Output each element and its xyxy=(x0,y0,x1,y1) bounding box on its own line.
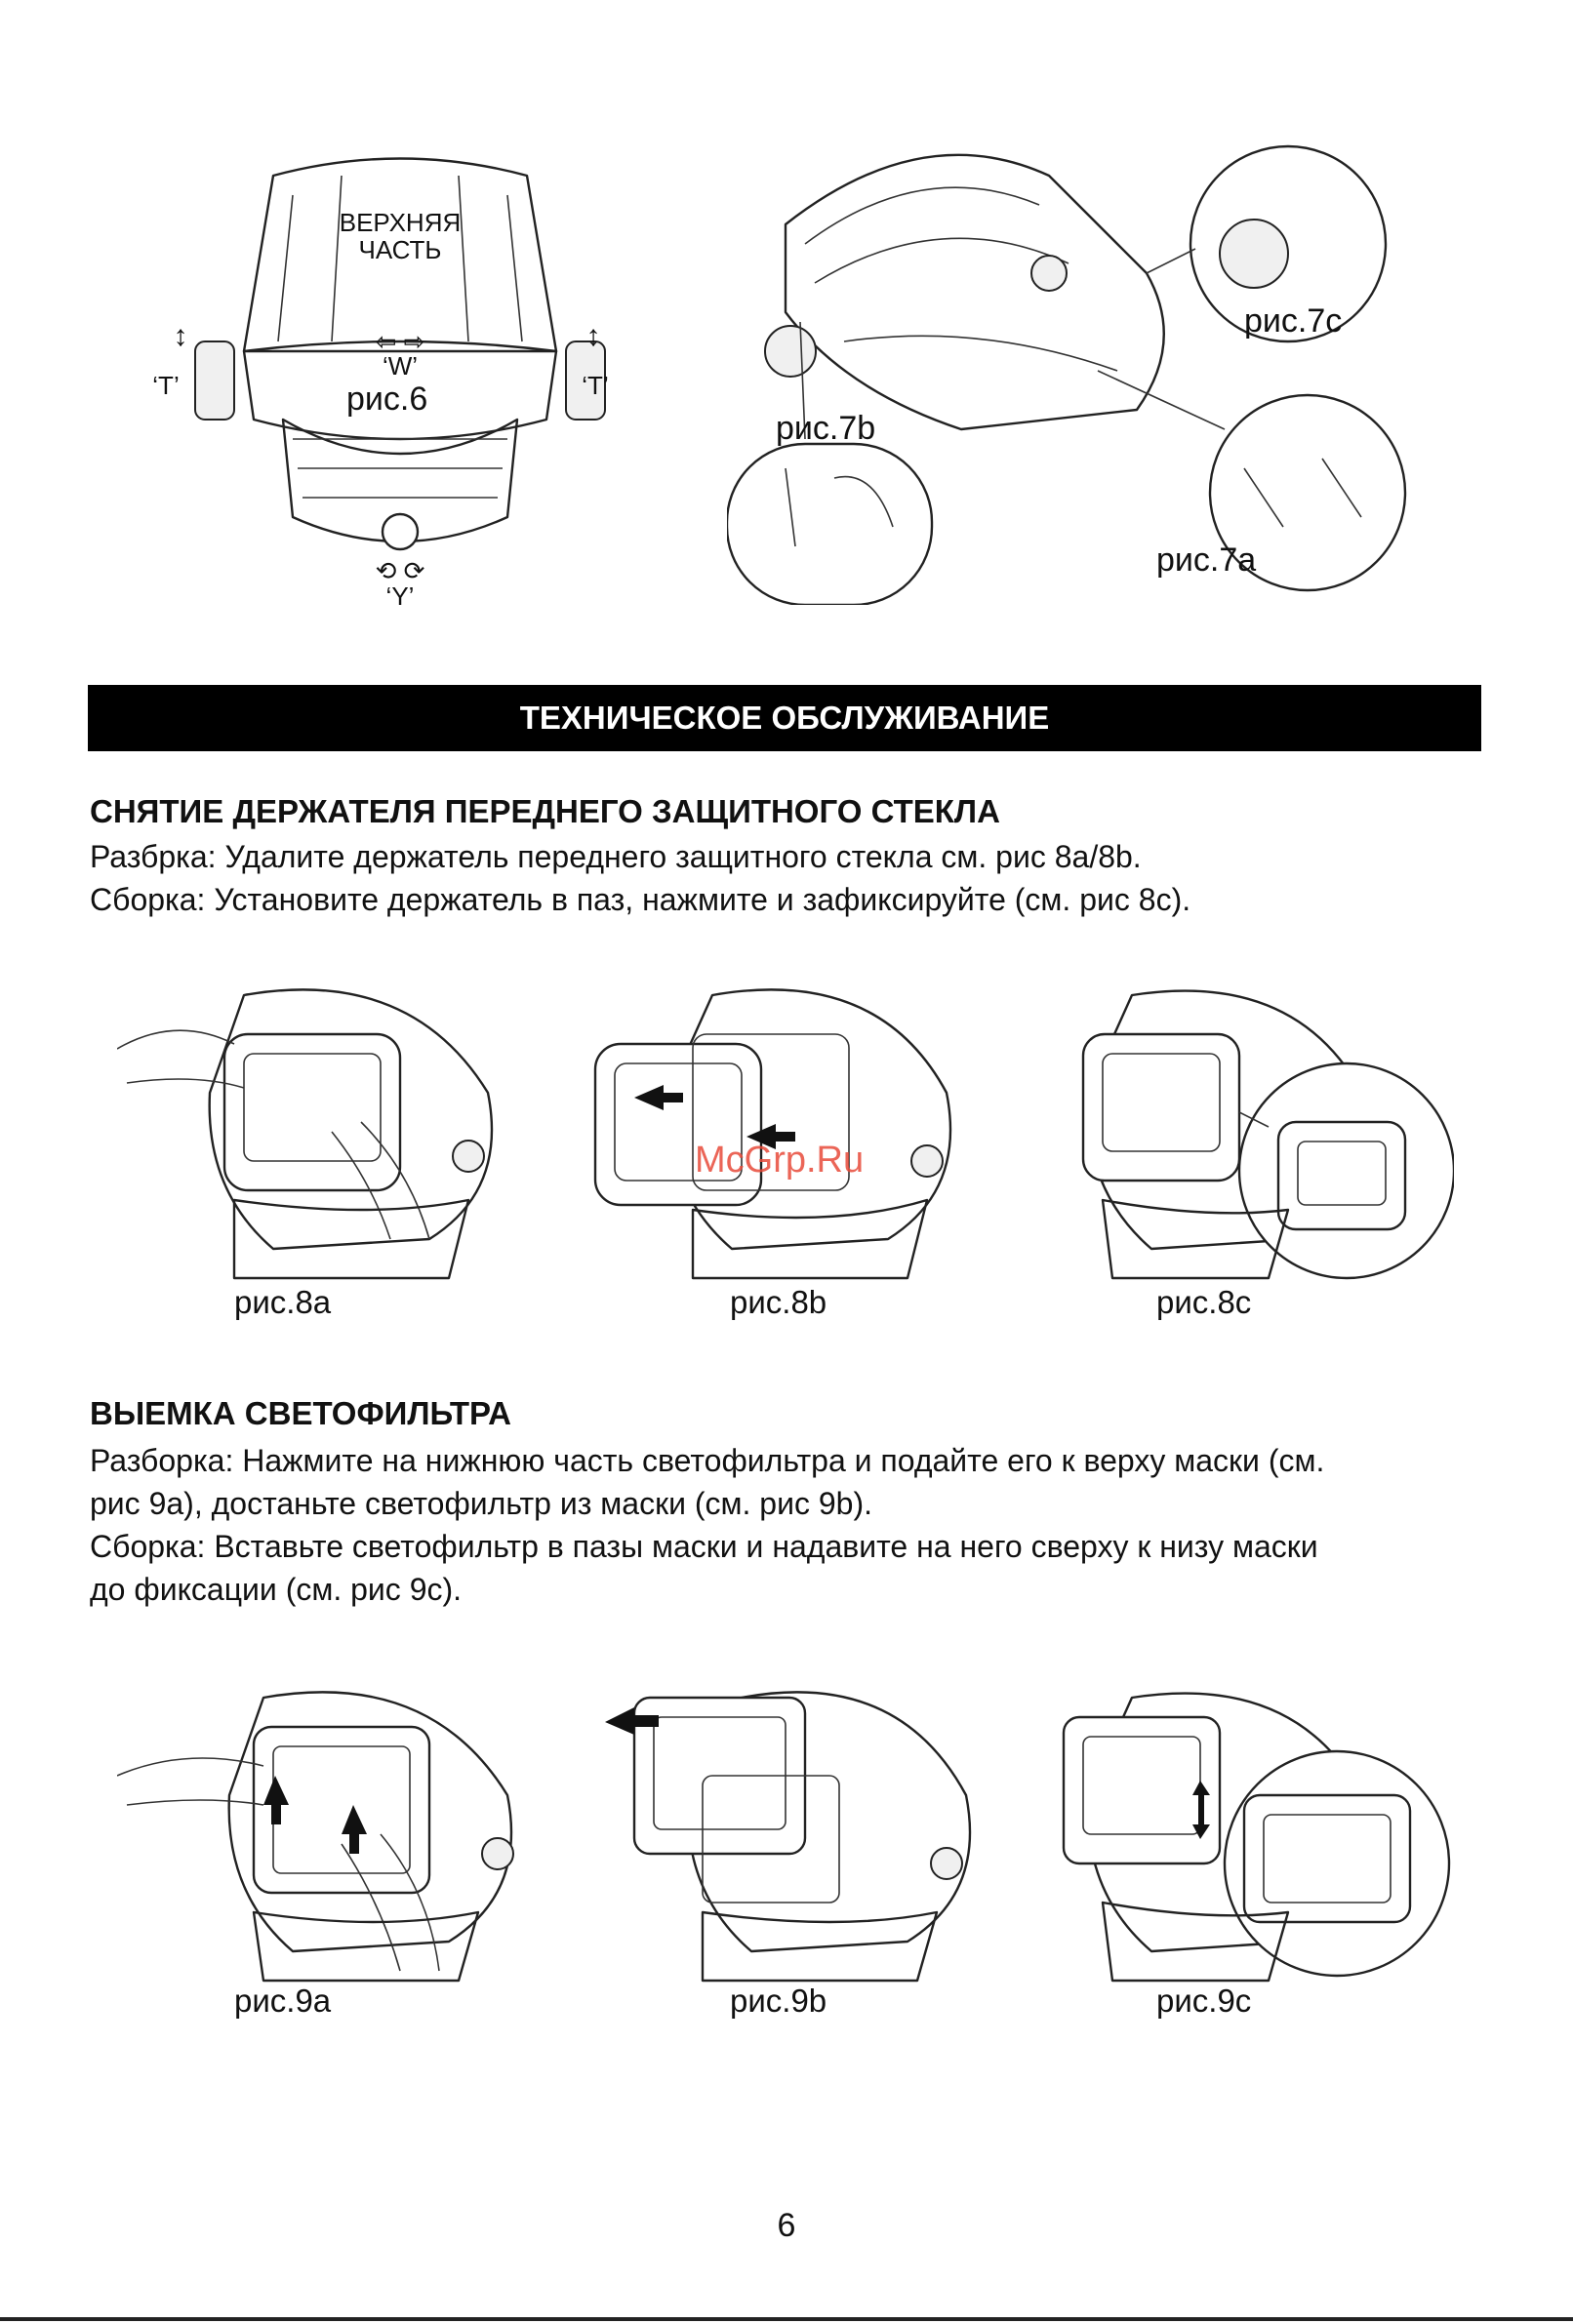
t-left-arrow-icon: ↕ xyxy=(173,320,188,352)
top-part-label xyxy=(322,209,478,263)
top-part-text: ВЕРХНЯЯ ЧАСТЬ xyxy=(339,208,462,264)
figure-9a-push-filter-up xyxy=(117,1678,537,1990)
fig9c-caption: рис.9c xyxy=(1156,1983,1252,2019)
bottom-divider xyxy=(0,2317,1573,2321)
w-label: ‘W’ xyxy=(382,351,419,381)
section1-line1: Разбрка: Удалите держатель переднего защитного стекла см. рис 8a/8b. xyxy=(90,839,1142,874)
fig8a-caption: рис.8a xyxy=(234,1284,332,1320)
section1-heading: СНЯТИЕ ДЕРЖАТЕЛЯ ПЕРЕДНЕГО ЗАЩИТНОГО СТЕКЛА xyxy=(90,793,1000,829)
watermark-text: McGrp.Ru xyxy=(695,1140,865,1181)
figure-9c-install-filter xyxy=(1054,1678,1454,1990)
figure-7-headgear-adjustments xyxy=(727,117,1410,605)
helmet-filter-push-drawing xyxy=(117,1678,537,1990)
t-right-arrow-icon: ↕ xyxy=(585,320,601,352)
figure-8a-remove-cover-holder xyxy=(117,976,527,1288)
section2-line2: рис 9a), достаньте светофильтр из маски (см. рис 9b). xyxy=(90,1486,872,1521)
figure-8c-install-holder xyxy=(1044,976,1454,1288)
y-label: ‘Y’ xyxy=(385,581,415,611)
figure-9b-remove-filter xyxy=(605,1678,986,1990)
helmet-filter-install-drawing xyxy=(1054,1678,1454,1990)
fig9a-caption: рис.9a xyxy=(234,1983,332,2019)
helmet-hands-drawing xyxy=(117,976,527,1288)
fig6-label: рис.6 xyxy=(346,381,428,418)
section2-heading: ВЫЕМКА СВЕТОФИЛЬТРА xyxy=(90,1395,511,1431)
y-arrows-icon: ⟲ ⟳ xyxy=(375,556,425,585)
maintenance-banner: ТЕХНИЧЕСКОЕ ОБСЛУЖИВАНИЕ xyxy=(88,685,1481,751)
fig7c-label: рис.7c xyxy=(1244,302,1343,340)
figure-6-headgear-top-view xyxy=(152,146,644,624)
fig7b-label: рис.7b xyxy=(776,410,876,447)
figure-8b-pull-out-holder xyxy=(585,976,976,1288)
helmet-holder-install-drawing xyxy=(1044,976,1454,1288)
fig7a-label: рис.7a xyxy=(1156,541,1257,579)
section1-line2: Сборка: Установите держатель в паз, нажмите и зафиксируйте (см. рис 8c). xyxy=(90,882,1191,917)
page-number: 6 xyxy=(777,2207,796,2244)
helmet-holder-removal-drawing xyxy=(585,976,976,1288)
fig8c-caption: рис.8c xyxy=(1156,1284,1252,1320)
fig8b-caption: рис.8b xyxy=(730,1284,827,1320)
section2-line1: Разборка: Нажмите на нижнюю часть светофильтра и подайте его к верху маски (см. xyxy=(90,1443,1325,1478)
section2-line4: до фиксации (см. рис 9c). xyxy=(90,1572,463,1607)
w-arrows-icon: ⇦ ⇨ xyxy=(375,327,425,356)
t-right-label: ‘T’ xyxy=(582,371,609,400)
section2-line3: Сборка: Вставьте светофильтр в пазы маски и надавите на него сверху к низу маски xyxy=(90,1529,1318,1564)
t-left-label: ‘T’ xyxy=(152,371,180,400)
headgear-adjustment-drawing xyxy=(727,117,1410,605)
fig9b-caption: рис.9b xyxy=(730,1983,827,2019)
helmet-filter-removal-drawing xyxy=(605,1678,986,1990)
